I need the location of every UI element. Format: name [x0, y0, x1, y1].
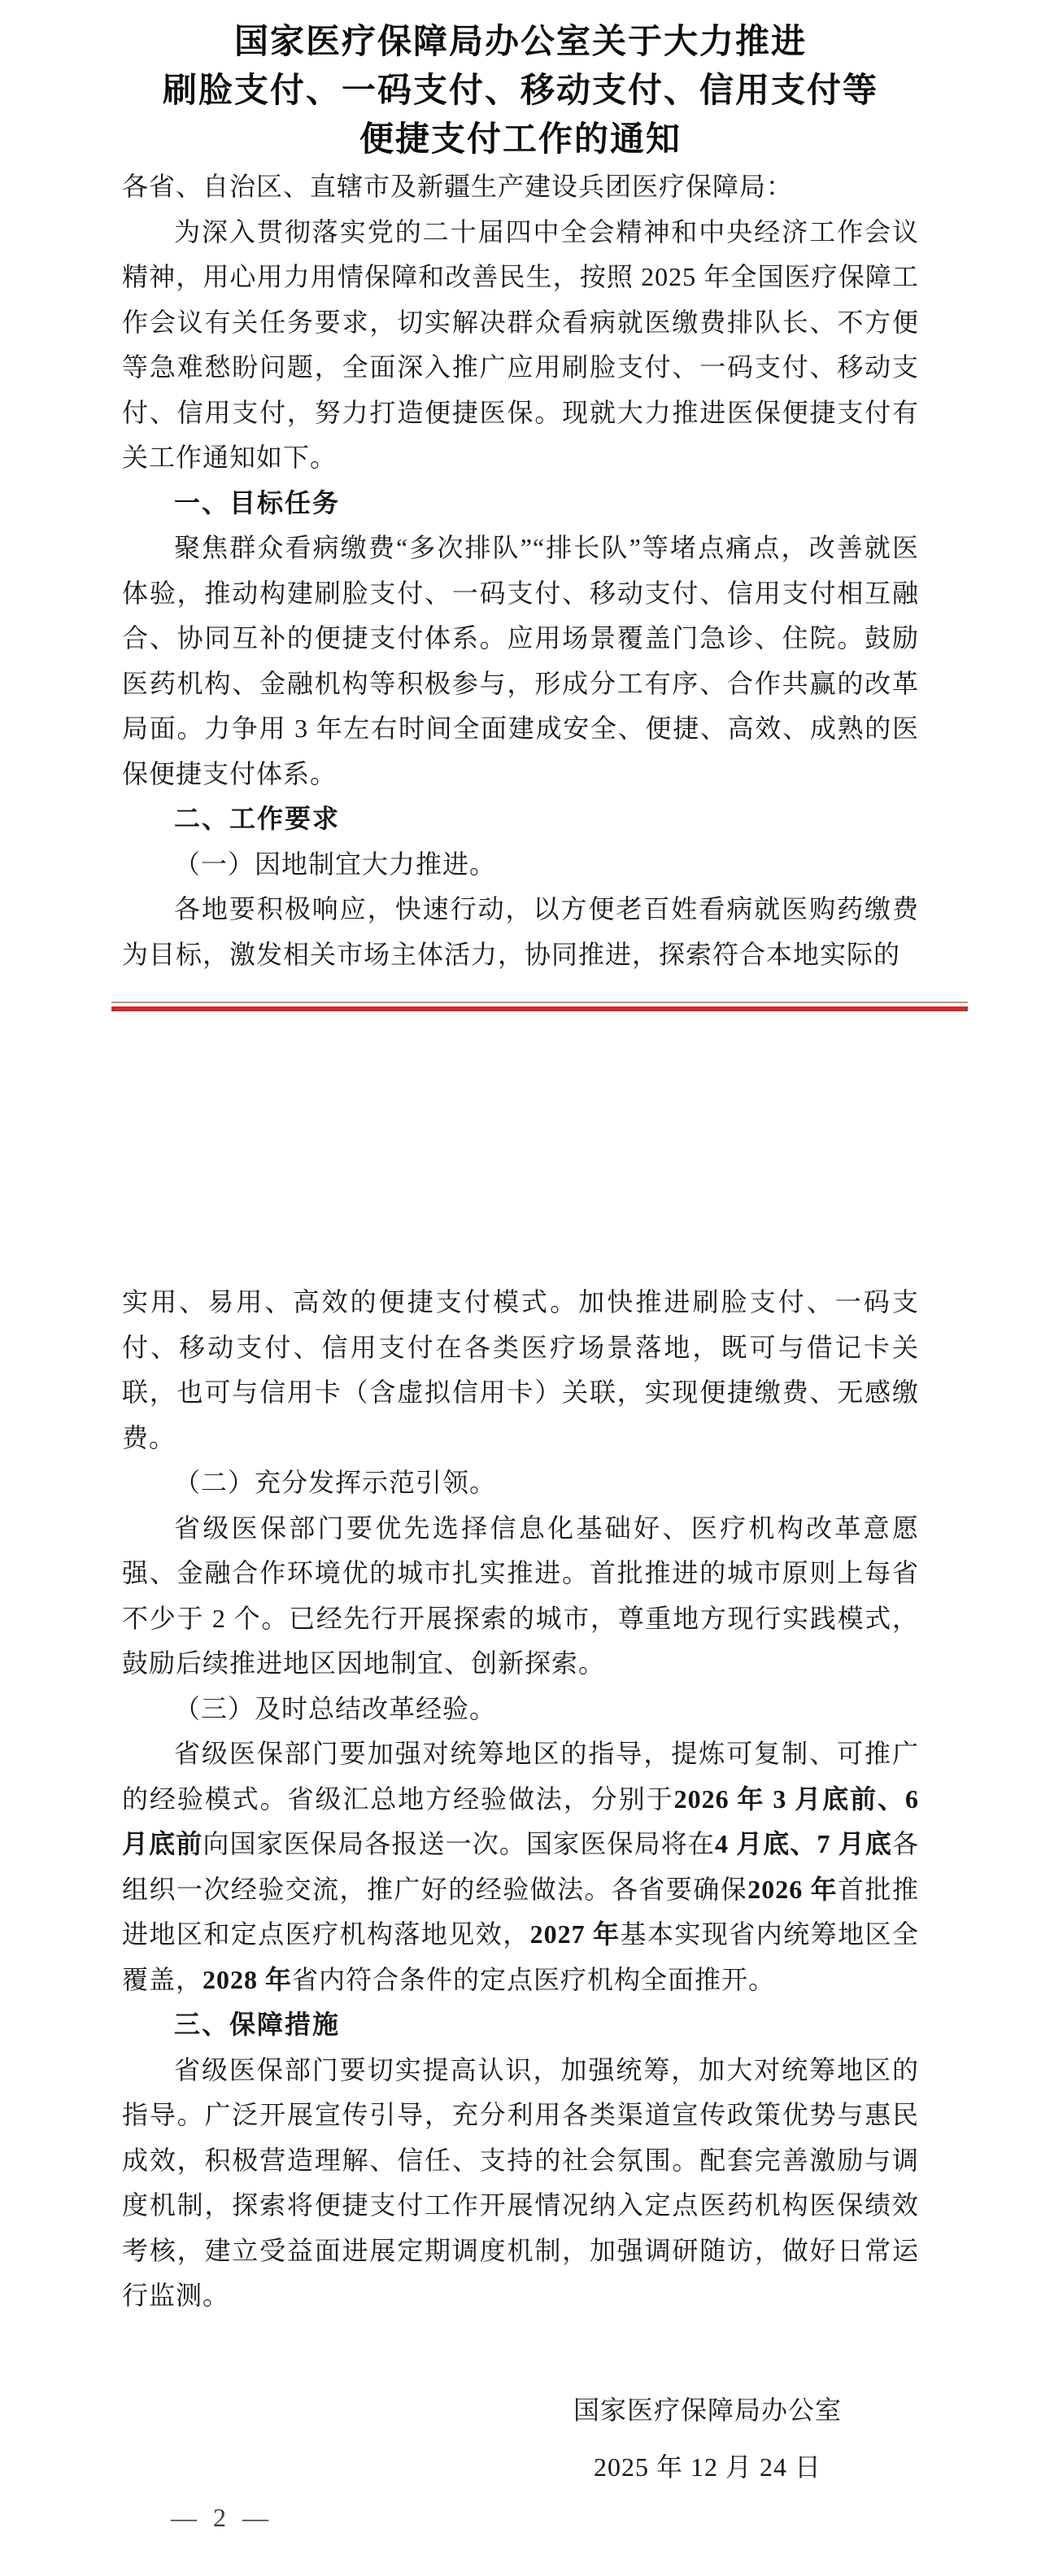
- sub-heading: （一）因地制宜大力推进。: [174, 849, 497, 879]
- title-line-3: 便捷支付工作的通知: [359, 121, 682, 159]
- title-line-1: 国家医疗保障局办公室关于大力推进: [233, 24, 807, 61]
- paragraph: 聚焦群众看病缴费“多次排队”“排长队”等堵点痛点，改善就医体验，推动构建刷脸支付、一码支付、移动支付、信用支付相互融合、协同互补的便捷支付体系。应用场景覆盖门急诊、住院。鼓励医药机构、金融机构等积极参与，形成分工有序、合作共赢的改革局面。力争用 3 年左右时间全面建成安全、便捷、高效、成熟的医保便捷支付体系。: [122, 533, 919, 788]
- section-heading: 二、工作要求: [174, 804, 341, 833]
- page1-content: [122, 210, 919, 978]
- section-heading: 三、保障措施: [174, 2010, 341, 2039]
- document-title: [0, 0, 1041, 164]
- paragraph: 各地要积极响应，快速行动，以方便老百姓看病就医购药缴费为目标，激发相关市场主体活力，协同推进，探索符合本地实际的: [122, 894, 919, 969]
- signature-block: [122, 2388, 919, 2491]
- paragraph-continued: 实用、易用、高效的便捷支付模式。加快推进刷脸支付、一码支付、移动支付、信用支付在各类医疗场景落地，既可与借记卡关联，也可与信用卡（含虚拟信用卡）关联，实现便捷缴费、无感缴费。: [122, 1287, 919, 1452]
- signature-inner: [573, 2388, 842, 2491]
- title-line-2: 刷脸支付、一码支付、移动支付、信用支付等: [162, 72, 878, 110]
- paragraph: 省级医保部门要加强对统筹地区的指导，提炼可复制、可推广的经验模式。省级汇总地方经验做法，分别于2026 年 3 月底前、6 月底前向国家医保局各报送一次。国家医保局将在4 月底、7 月底各组织一次经验交流，推广好的经验做法。各省要确保2026 年首批推进地区和定点医疗机构落地见效，2027 年基本实现省内统筹地区全覆盖，2028 年省内符合条件的定点医疗机构全面推开。: [122, 1739, 919, 1994]
- section-heading: 一、目标任务: [174, 487, 341, 517]
- paragraph: 省级医保部门要切实提高认识，加强统筹，加大对统筹地区的指导。广泛开展宣传引导，充分利用各类渠道宣传政策优势与惠民成效，积极营造理解、信任、支持的社会氛围。配套完善激励与调度机制，探索将便捷支付工作开展情况纳入定点医药机构医保绩效考核，建立受益面进展定期调度机制，加强调研随访，做好日常运行监测。: [122, 2054, 919, 2310]
- signature-date: 2025 年 12 月 24 日: [593, 2452, 821, 2482]
- sub-heading: （二）充分发挥示范引领。: [174, 1468, 497, 1497]
- sub-heading: （三）及时总结改革经验。: [174, 1693, 497, 1723]
- page-number: — 2 —: [171, 2502, 273, 2532]
- page2-content: [122, 1280, 919, 2319]
- document-body: [122, 164, 919, 2540]
- signature-org: 国家医疗保障局办公室: [573, 2395, 842, 2425]
- paragraph: 省级医保部门要优先选择信息化基础好、医疗机构改革意愿强、金融合作环境优的城市扎实推进。首批推进的城市原则上每省不少于 2 个。已经先行开展探索的城市，尊重地方现行实践模式，鼓励后续推进地区因地制宜、创新探索。: [122, 1513, 919, 1678]
- page-break-divider: [111, 1002, 968, 1011]
- page-break-thin-line: [111, 1002, 968, 1003]
- salutation: 各省、自治区、直辖市及新疆生产建设兵团医疗保障局：: [122, 172, 794, 201]
- page-gap: [122, 1011, 919, 1280]
- paragraph: 为深入贯彻落实党的二十届四中全会精神和中央经济工作会议精神，用心用力用情保障和改善民生，按照 2025 年全国医疗保障工作会议有关任务要求，切实解决群众看病就医缴费排队长、不方便等急难愁盼问题，全面深入推广应用刷脸支付、一码支付、移动支付、信用支付，努力打造便捷医保。现就大力推进医保便捷支付有关工作通知如下。: [122, 216, 919, 472]
